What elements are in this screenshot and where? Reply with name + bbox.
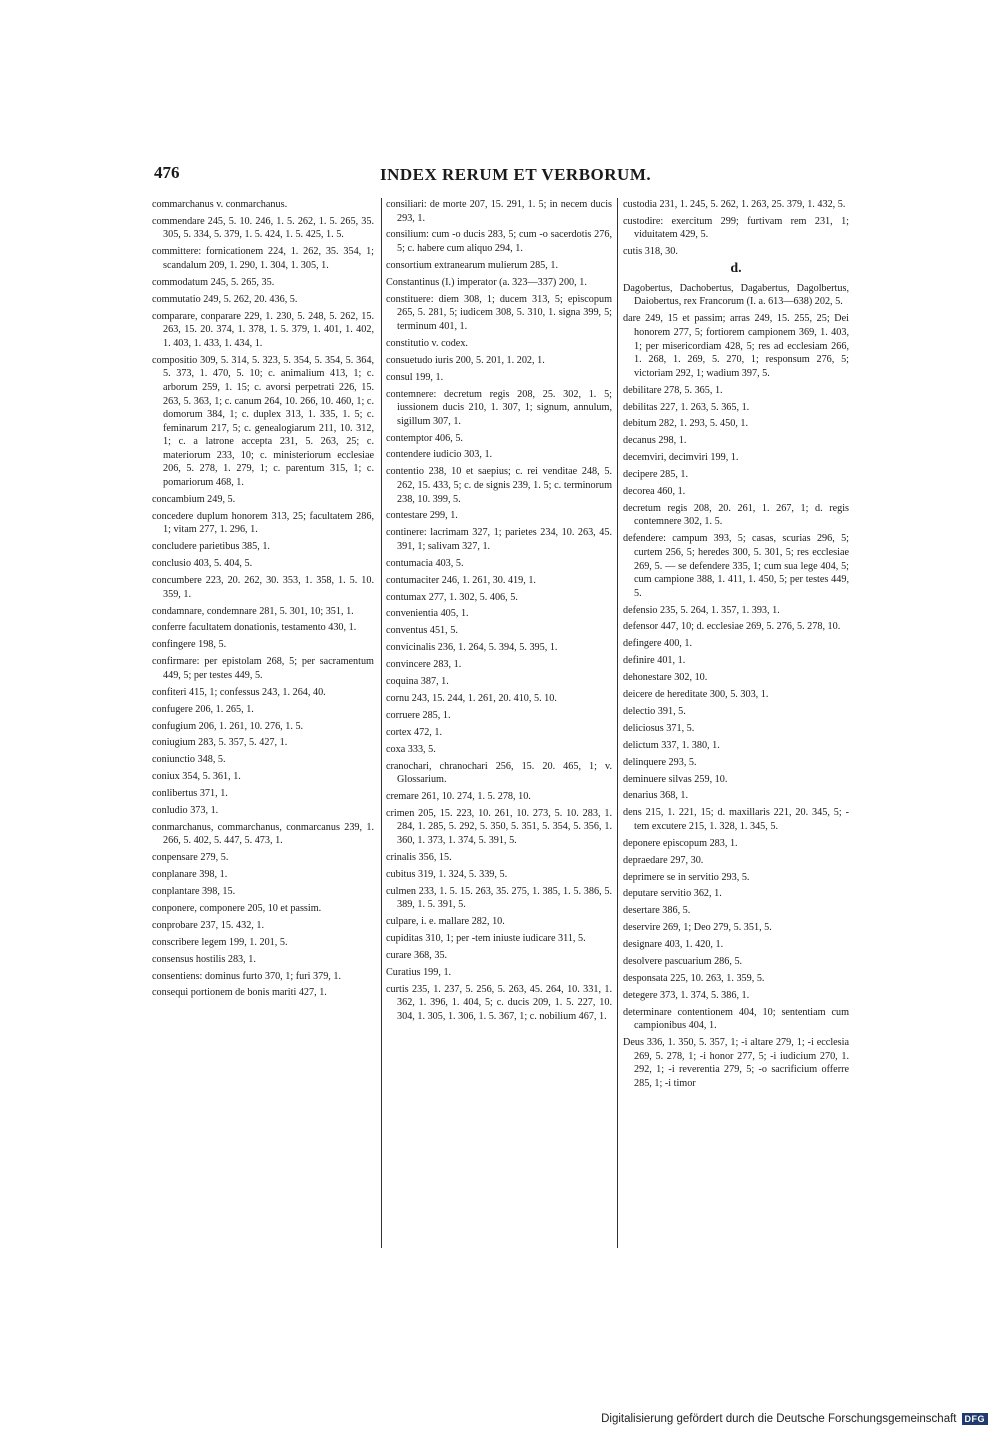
index-entry: coniunctio 348, 5. — [152, 754, 226, 766]
index-entry: Constantinus (I.) imperator (a. 323—337) 200, 1. — [386, 276, 587, 288]
index-entry: conscribere legem 199, 1. 201, 5. — [152, 936, 288, 948]
index-entry: defendere: campum 393, 5; casas, scurias 296, 5; curtem 256, 5; heredes 300, 5. 301, 5; res ecclesiae 269, 5. — se defendere 335, 1; cum sua lege 404, 5; cum campione 388, 1. 411, 1. 450, 5; per testes 449, 5. — [623, 533, 849, 599]
index-entry: contumax 277, 1. 302, 5. 406, 5. — [386, 591, 518, 603]
dfg-logo: DFG — [962, 1413, 989, 1425]
index-entry: concedere duplum honorem 313, 25; facultatem 286, 1; vitam 277, 1. 296, 1. — [152, 510, 374, 536]
index-column-3 — [623, 198, 849, 1094]
index-entry: consequi portionem de bonis mariti 427, 1. — [152, 987, 327, 999]
index-entry: consilium: cum -o ducis 283, 5; cum -o sacerdotis 276, 5; c. habere cum aliquo 294, 1. — [386, 229, 612, 255]
index-entry: conmarchanus, commarchanus, conmarcanus 239, 1. 266, 5. 402, 5. 447, 5. 473, 1. — [152, 821, 374, 847]
index-entry: cutis 318, 30. — [623, 246, 678, 258]
page-number: 476 — [154, 163, 180, 182]
index-column-2 — [386, 198, 612, 1027]
index-entry: desertare 386, 5. — [623, 905, 691, 917]
index-entry: corruere 285, 1. — [386, 709, 451, 721]
index-entry: committere: fornicationem 224, 1. 262, 35. 354, 1; scandalum 209, 1. 290, 1. 304, 1. 305, 1. — [152, 246, 374, 271]
index-entry: decemviri, decimviri 199, 1. — [623, 452, 739, 464]
index-entry: desolvere pascuarium 286, 5. — [623, 956, 743, 967]
index-entry: conprobare 237, 15. 432, 1. — [152, 919, 265, 931]
index-entry: depraedare 297, 30. — [623, 854, 704, 866]
index-entry: cremare 261, 10. 274, 1. 5. 278, 10. — [386, 790, 531, 802]
index-entry: conplantare 398, 15. — [152, 886, 236, 898]
index-entry: conventus 451, 5. — [386, 625, 458, 637]
index-entry: confugere 206, 1. 265, 1. — [152, 703, 254, 715]
index-entry: crinalis 356, 15. — [386, 851, 452, 863]
index-entry: delectio 391, 5. — [623, 705, 686, 717]
index-entry: custodia 231, 1. 245, 5. 262, 1. 263, 25. 379, 1. 432, 5. — [623, 199, 846, 210]
index-entry: deliciosus 371, 5. — [623, 722, 695, 734]
index-entry: dare 249, 15 et passim; arras 249, 15. 255, 25; Dei honorem 277, 5; fortiorem campionem 369, 1. 403, 1; per misericordiam 428, 5; res ad ecclesiam 266, 1. 268, 1. 269, 5. 270, 1; responsum 276, 5; victoriam 292, 1; wadium 397, 5. — [623, 313, 849, 379]
index-entry: culmen 233, 1. 5. 15. 263, 35. 275, 1. 385, 1. 5. 386, 5. 389, 1. 5. 391, 5. — [386, 885, 612, 911]
running-head: INDEX RERUM ET VERBORUM. — [380, 165, 652, 184]
letter-heading-d: d. — [730, 261, 742, 277]
index-entry: confiteri 415, 1; confessus 243, 1. 264, 40. — [152, 686, 326, 698]
index-entry: cornu 243, 15. 244, 1. 261, 20. 410, 5. 10. — [386, 692, 557, 704]
index-entry: consul 199, 1. — [386, 371, 444, 383]
index-entry: dehonestare 302, 10. — [623, 672, 708, 684]
index-entry: coquina 387, 1. — [386, 676, 449, 688]
index-entry: delinquere 293, 5. — [623, 756, 697, 768]
index-entry: debitum 282, 1. 293, 5. 450, 1. — [623, 418, 749, 430]
index-entry: defensor 447, 10; d. ecclesiae 269, 5. 276, 5. 278, 10. — [623, 621, 841, 633]
footer-text: Digitalisierung gefördert durch die Deutsche Forschungsgemeinschaft — [601, 1413, 957, 1425]
index-entry: dens 215, 1. 221, 15; d. maxillaris 221, 20. 345, 5; -tem excutere 215, 1. 328, 1. 345, 5. — [623, 807, 849, 832]
index-entry: comparare, conparare 229, 1. 230, 5. 248, 5. 262, 15. 263, 15. 20. 374, 1. 378, 1. 5. 379, 1. 401, 1. 402, 1. 403, 1. 433, 1. 434, 1. — [152, 310, 374, 349]
index-entry: determinare contentionem 404, 10; sententiam cum campionibus 404, 1. — [623, 1006, 849, 1032]
index-entry: commutatio 249, 5. 262, 20. 436, 5. — [152, 293, 298, 305]
index-entry: compositio 309, 5. 314, 5. 323, 5. 354, 5. 354, 5. 364, 5. 373, 1. 470, 5. 10; c. animalium 413, 1; c. arborum 259, 1. 15; c. avorsi perpetrati 226, 15. 263, 5. 363, 1; c. canum 264, 10. 266, 10. 460, 1; c. domorum 384, 1; c. duplex 313, 1. 335, 1. 5; c. feminarum 217, 5; c. genealogiarum 211, 10. 312, 1; c. a latrone accepta 231, 5. 263, 25; c. materiorum 233, 10; c. ministeriorum ecclesiae 206, 5. 278, 1. 279, 1; c. parentum 315, 1; c. pomariorum 468, 1. — [152, 354, 374, 489]
index-entry: curare 368, 35. — [386, 950, 448, 961]
index-entry: commendare 245, 5. 10. 246, 1. 5. 262, 1. 5. 265, 35. 305, 5. 334, 5. 379, 1. 5. 424, 1. 5. 425, 1. 5. — [152, 215, 374, 241]
index-entry: consuetudo iuris 200, 5. 201, 1. 202, 1. — [386, 354, 545, 366]
index-entry: coxa 333, 5. — [386, 743, 436, 755]
column-rule-1 — [381, 198, 382, 1248]
digitization-footer — [601, 1413, 988, 1425]
index-entry: contemptor 406, 5. — [386, 432, 463, 444]
index-entry: consiliari: de morte 207, 15. 291, 1. 5; in necem ducis 293, 1. — [386, 199, 612, 224]
index-entry: deponere episcopum 283, 1. — [623, 837, 738, 849]
index-entry: custodire: exercitum 299; furtivam rem 231, 1; viduitatem 429, 5. — [623, 215, 849, 241]
index-entry: condamnare, condemnare 281, 5. 301, 10; 351, 1. — [152, 605, 354, 617]
index-entry: concumbere 223, 20. 262, 30. 353, 1. 358, 1. 5. 10. 359, 1. — [152, 575, 374, 600]
index-column-3-c-entries — [623, 198, 849, 259]
index-entry: denarius 368, 1. — [623, 790, 689, 802]
index-entry: confingere 198, 5. — [152, 639, 227, 651]
index-entry: decipere 285, 1. — [623, 469, 689, 481]
index-entry: commarchanus v. conmarchanus. — [152, 199, 288, 210]
index-entry: contumacia 403, 5. — [386, 557, 464, 569]
index-entry: deprimere se in servitio 293, 5. — [623, 871, 750, 883]
index-entry: contemnere: decretum regis 208, 25. 302, 1. 5; iussionem ducis 210, 1. 307, 1; signum, annulum, sigillum 307, 1. — [386, 388, 612, 427]
index-entry: consentiens: dominus furto 370, 1; furi 379, 1. — [152, 970, 342, 982]
index-entry: cortex 472, 1. — [386, 726, 443, 738]
index-entry: defensio 235, 5. 264, 1. 357, 1. 393, 1. — [623, 604, 780, 616]
index-entry: debilitas 227, 1. 263, 5. 365, 1. — [623, 401, 750, 413]
index-entry: conferre facultatem donationis, testamento 430, 1. — [152, 622, 357, 634]
index-entry: confugium 206, 1. 261, 10. 276, 1. 5. — [152, 720, 304, 732]
index-entry: decretum regis 208, 20. 261, 1. 267, 1; d. regis contemnere 302, 1. 5. — [623, 502, 849, 528]
index-entry: detegere 373, 1. 374, 5. 386, 1. — [623, 989, 750, 1001]
index-entry: convicinalis 236, 1. 264, 5. 394, 5. 395, 1. — [386, 642, 558, 654]
index-entry: cubitus 319, 1. 324, 5. 339, 5. — [386, 868, 508, 880]
index-entry: designare 403, 1. 420, 1. — [623, 939, 724, 951]
index-entry: deputare servitio 362, 1. — [623, 888, 722, 900]
index-entry: deicere de hereditate 300, 5. 303, 1. — [623, 689, 769, 701]
index-column-1 — [152, 198, 374, 1003]
index-entry: conplanare 398, 1. — [152, 869, 228, 881]
index-entry: culpare, i. e. mallare 282, 10. — [386, 916, 505, 928]
index-entry: constituere: diem 308, 1; ducem 313, 5; episcopum 265, 5. 281, 5; iudicem 308, 5. 310, 1. signa 399, 5; terminum 401, 1. — [386, 293, 612, 332]
index-entry: desponsata 225, 10. 263, 1. 359, 5. — [623, 972, 765, 984]
index-entry: confirmare: per epistolam 268, 5; per sacramentum 449, 5; per testes 449, 5. — [152, 656, 374, 681]
index-entry: cranochari, chranochari 256, 15. 20. 465, 1; v. Glossarium. — [386, 760, 612, 786]
index-entry: coniux 354, 5. 361, 1. — [152, 771, 241, 783]
index-entry: curtis 235, 1. 237, 5. 256, 5. 263, 45. 264, 10. 331, 1. 362, 1. 396, 1. 404, 5; c. ducis 209, 1. 5. 227, 10. 304, 1. 305, 1. 306, 1. 5. 367, 1; c. nobilium 467, 1. — [386, 983, 612, 1022]
index-entry: Curatius 199, 1. — [386, 966, 452, 978]
index-entry: convenientia 405, 1. — [386, 608, 469, 620]
index-entry: contumaciter 246, 1. 261, 30. 419, 1. — [386, 574, 536, 586]
index-entry: conclusio 403, 5. 404, 5. — [152, 558, 253, 570]
index-entry: continere: lacrimam 327, 1; parietes 234, 10. 263, 45. 391, 1; salivam 327, 1. — [386, 527, 612, 552]
index-entry: Deus 336, 1. 350, 5. 357, 1; -i altare 279, 1; -i ecclesia 269, 5. 278, 1; -i honor 277, 5; -i iudicium 270, 1. 292, 1; -i reverentia 279, 5; -o sacrificium offerre 285, 1; -i timor — [623, 1037, 849, 1089]
index-entry: contendere iudicio 303, 1. — [386, 449, 493, 461]
index-entry: delictum 337, 1. 380, 1. — [623, 739, 720, 751]
index-entry: conpensare 279, 5. — [152, 852, 229, 864]
index-entry: contentio 238, 10 et saepius; c. rei venditae 248, 5. 262, 15. 433, 5; c. de signis 239, 1. 5; c. terminorum 238, 10. 399, 5. — [386, 466, 612, 505]
index-entry: cupiditas 310, 1; per -tem iniuste iudicare 311, 5. — [386, 933, 586, 945]
index-entry: definire 401, 1. — [623, 655, 686, 667]
index-entry: Dagobertus, Dachobertus, Dagabertus, Dagolbertus, Daiobertus, rex Francorum (I. a. 613—638) 202, 5. — [623, 282, 849, 308]
index-entry: consensus hostilis 283, 1. — [152, 953, 256, 965]
index-entry: concludere parietibus 385, 1. — [152, 541, 270, 553]
index-entry: deminuere silvas 259, 10. — [623, 773, 728, 785]
index-entry: crimen 205, 15. 223, 10. 261, 10. 273, 5. 10. 283, 1. 284, 1. 285, 5. 292, 5. 350, 5. 351, 5. 354, 5. 356, 1. 360, 1. 373, 1. 374, 5. 391, 5. — [386, 807, 612, 847]
index-entry: coniugium 283, 5. 357, 5. 427, 1. — [152, 737, 288, 749]
index-entry: conludio 373, 1. — [152, 804, 219, 816]
index-entry: deservire 269, 1; Deo 279, 5. 351, 5. — [623, 922, 772, 934]
index-entry: constitutio v. codex. — [386, 337, 468, 349]
index-entry: conlibertus 371, 1. — [152, 788, 228, 800]
index-entry: convincere 283, 1. — [386, 659, 462, 671]
column-rule-2 — [617, 198, 618, 1248]
index-entry: defingere 400, 1. — [623, 638, 693, 650]
index-entry: commodatum 245, 5. 265, 35. — [152, 276, 275, 288]
index-entry: consortium extranearum mulierum 285, 1. — [386, 259, 559, 271]
index-entry: contestare 299, 1. — [386, 510, 458, 522]
index-entry: concambium 249, 5. — [152, 493, 236, 505]
index-entry: debilitare 278, 5. 365, 1. — [623, 384, 723, 396]
index-column-3-d-entries — [623, 282, 849, 1091]
index-entry: decanus 298, 1. — [623, 435, 687, 447]
index-entry: conponere, componere 205, 10 et passim. — [152, 903, 322, 915]
index-entry: decorea 460, 1. — [623, 485, 686, 497]
